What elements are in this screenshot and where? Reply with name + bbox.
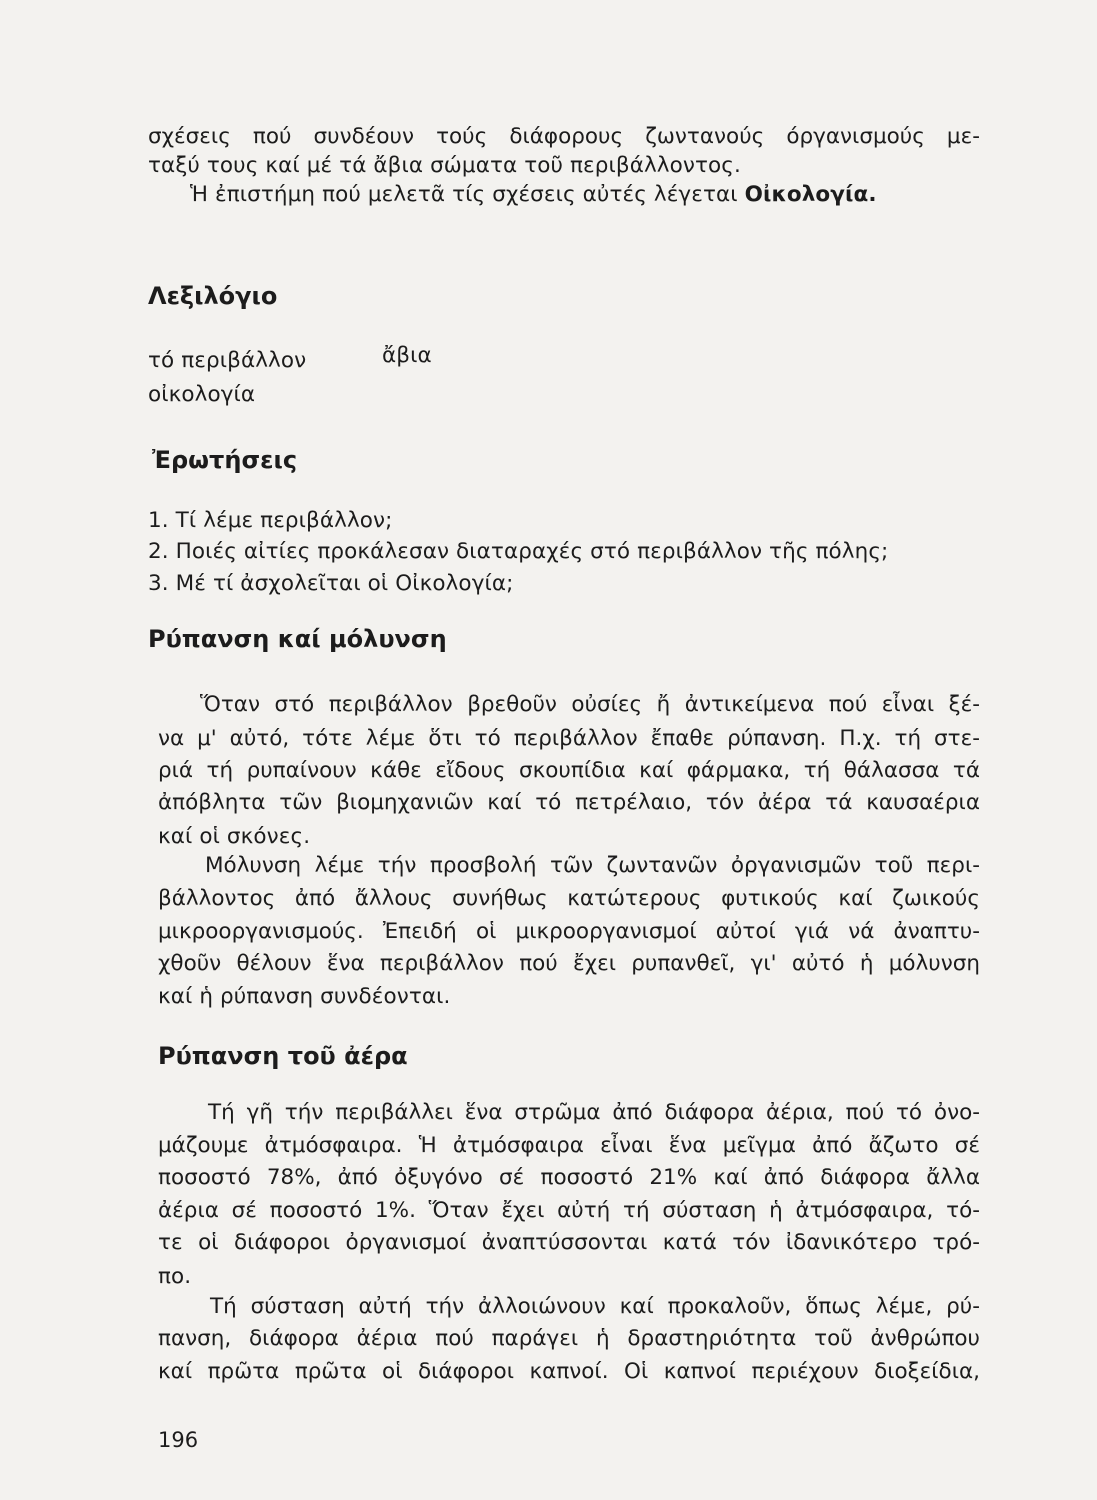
question-3: 3. Μέ τί ἀσχολεῖται οἱ Οἰκολογία; xyxy=(148,571,514,596)
pollution-line-10: καί ἡ ρύπανση συνδέονται. xyxy=(158,984,451,1009)
pollution-line-3: ριά τή ρυπαίνουν κάθε εἴδους σκουπίδια καί φάρμακα, τή θάλασσα τά xyxy=(158,758,980,783)
pollution-line-7: βάλλοντος ἀπό ἄλλους συνήθως κατώτερους φυτικούς καί ζωικούς xyxy=(158,886,980,911)
pollution-line-5: καί οἱ σκόνες. xyxy=(158,824,311,849)
vocabulary-term-abiotic: ἄβια xyxy=(382,343,432,368)
air-line-9: καί πρῶτα πρῶτα οἱ διάφοροι καπνοί. Οἱ καπνοί περιέχουν διοξείδια, xyxy=(158,1359,980,1384)
pollution-line-1: Ὅταν στό περιβάλλον βρεθοῦν οὐσίες ἤ ἀντικείμενα πού εἶναι ξέ- xyxy=(200,692,980,717)
page-number: 196 xyxy=(158,1428,199,1452)
pollution-line-9: χθοῦν θέλουν ἕνα περιβάλλον πού ἔχει ρυπανθεῖ, γι' αὐτό ἡ μόλυνση xyxy=(158,951,980,976)
air-line-6: πο. xyxy=(158,1264,192,1289)
pollution-line-4: ἀπόβλητα τῶν βιομηχανιῶν καί τό πετρέλαιο, τόν ἀέρα τά καυσαέρια xyxy=(158,790,980,815)
pollution-line-8: μικροοργανισμούς. Ἐπειδή οἱ μικροοργανισμοί αὐτοί γιά νά ἀναπτυ- xyxy=(158,919,980,944)
pollution-line-6: Μόλυνση λέμε τήν προσβολή τῶν ζωντανῶν ὀργανισμῶν τοῦ περι- xyxy=(205,853,980,878)
air-line-7: Τή σύσταση αὐτή τήν ἀλλοιώνουν καί προκαλοῦν, ὅπως λέμε, ρύ- xyxy=(210,1294,980,1319)
air-line-1: Τή γῆ τήν περιβάλλει ἕνα στρῶμα ἀπό διάφορα ἀέρια, πού τό ὀνο- xyxy=(208,1100,980,1125)
air-line-4: ἀέρια σέ ποσοστό 1%. Ὅταν ἔχει αὐτή τή σύσταση ἡ ἀτμόσφαιρα, τό- xyxy=(158,1198,980,1223)
question-1: 1. Τί λέμε περιβάλλον; xyxy=(148,508,393,533)
questions-heading: Ἐρωτήσεις xyxy=(152,446,298,474)
intro-line-1: σχέσεις πού συνδέουν τούς διάφορους ζωντανούς όργανισμούς με- xyxy=(148,124,980,149)
air-line-5: τε οἱ διάφοροι ὀργανισμοί ἀναπτύσσονται κατά τόν ἰδανικότερο τρό- xyxy=(158,1230,980,1255)
air-line-3: ποσοστό 78%, ἀπό ὀξυγόνο σέ ποσοστό 21% καί ἀπό διάφορα ἄλλα xyxy=(158,1165,980,1190)
air-line-8: πανση, διάφορα ἀέρια πού παράγει ἡ δραστηριότητα τοῦ ἀνθρώπου xyxy=(158,1326,980,1351)
question-2: 2. Ποιές αἰτίες προκάλεσαν διαταραχές στό περιβάλλον τῆς πόλης; xyxy=(148,539,889,564)
pollution-line-2: να μ' αὐτό, τότε λέμε ὅτι τό περιβάλλον ἔπαθε ρύπανση. Π.χ. τή στε- xyxy=(158,726,980,751)
air-pollution-heading: Ρύπανση τοῦ ἀέρα xyxy=(158,1042,408,1070)
vocabulary-term-environment: τό περιβάλλον xyxy=(148,348,307,373)
air-line-2: μάζουμε ἀτμόσφαιρα. Ἡ ἀτμόσφαιρα εἶναι ἕνα μεῖγμα ἀπό ἄζωτο σέ xyxy=(158,1133,980,1158)
pollution-heading: Ρύπανση καί μόλυνση xyxy=(148,625,447,653)
vocabulary-heading: Λεξιλόγιο xyxy=(148,282,278,310)
intro-line-3-text: Ἡ ἐπιστήμη πού μελετᾶ τίς σχέσεις αὐτές λέγεται xyxy=(190,182,745,207)
ecology-term: Οἰκολογία. xyxy=(744,182,877,207)
vocabulary-term-ecology: οἰκολογία xyxy=(148,382,256,407)
intro-line-2: ταξύ τους καί μέ τά ἄβια σώματα τοῦ περιβάλλοντος. xyxy=(148,153,741,178)
intro-line-3 xyxy=(190,184,877,206)
